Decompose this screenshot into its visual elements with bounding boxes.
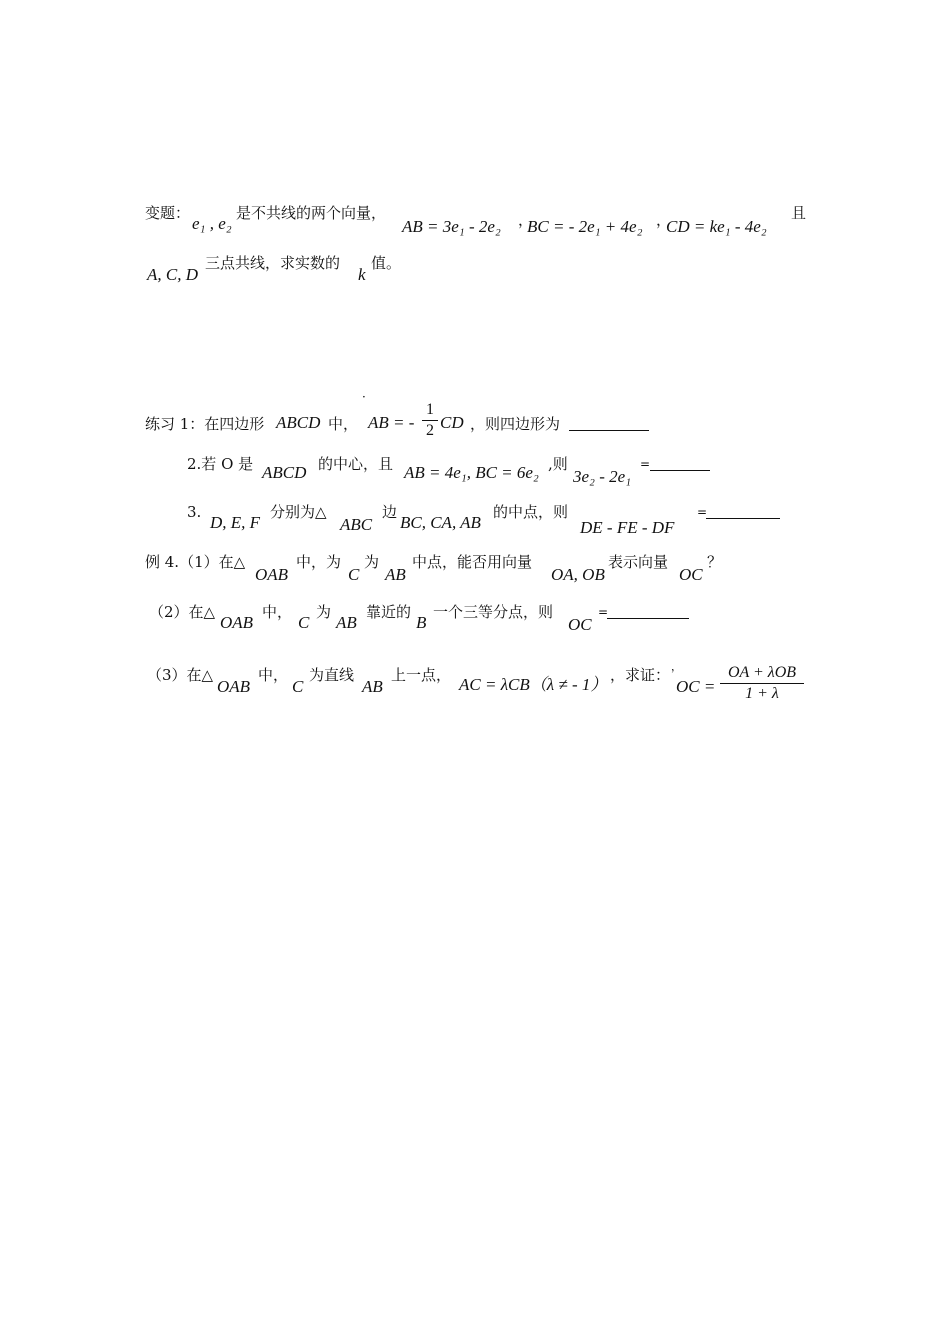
practice3-equals: =	[697, 505, 708, 519]
practice3-bian: 边	[382, 503, 398, 521]
practice3-points: D, E, F	[210, 513, 261, 532]
example4-part1-question: ？	[707, 553, 723, 571]
answer-blank[interactable]	[607, 618, 689, 619]
practice1-fraction	[422, 400, 438, 441]
example4-part3-fraction	[720, 663, 804, 704]
variant-points: A, C, D	[147, 265, 198, 284]
practice2-abcd: ABCD	[262, 463, 307, 482]
example4-part3-numerator: OA + λOB	[727, 664, 797, 681]
example4-part2-wei: 为	[316, 603, 332, 621]
practice1-frac-den: 2	[426, 422, 434, 439]
example4-part3-prove: ，求证：	[610, 666, 671, 684]
variant-ab-equation: AB = 3e₁ - 2e₂	[402, 217, 501, 236]
practice3-fenbie: 分别为△	[270, 503, 327, 521]
example4-part2-b: B	[416, 613, 427, 632]
example4-part1-zhong: 中，为	[296, 553, 342, 571]
answer-blank[interactable]	[650, 470, 710, 471]
practice1-ab-equation: AB = -	[368, 413, 415, 432]
answer-blank[interactable]	[569, 430, 649, 431]
example4-part2-equals: =	[598, 605, 609, 619]
variant-zhi: 值。	[371, 254, 402, 272]
practice1-zhong: 中，	[328, 415, 359, 433]
example4-part3-point: 上一点，	[391, 666, 452, 684]
variant-comma: ，	[656, 211, 672, 229]
practice2-equations: AB = 4e₁, BC = 6e₂	[404, 463, 539, 482]
variant-k: k	[358, 265, 366, 284]
practice1-cd: CD	[440, 413, 464, 432]
practice3-expression: DE - FE - DF	[580, 518, 675, 537]
example4-part3-comma: ，	[671, 660, 682, 673]
practice3-label: 3.	[187, 503, 202, 521]
example4-part3-ab: AB	[362, 677, 383, 696]
practice1-frac-num: 1	[426, 401, 434, 418]
example4-part2-zhong: 中，	[262, 603, 293, 621]
example4-part3-line: 为直线	[309, 666, 355, 684]
practice2-label: 2.若 O 是	[187, 455, 254, 473]
practice3-sides: BC, CA, AB	[400, 513, 481, 532]
variant-bc-equation: BC = - 2e₁ + 4e₂	[527, 217, 643, 236]
example4-part3-lhs: OC =	[676, 677, 716, 696]
example4-part1-vectors: OA, OB	[551, 565, 605, 584]
example4-part1-label: 例 4.（1）在△	[145, 553, 246, 571]
variant-description: 是不共线的两个向量，	[236, 204, 387, 222]
example4-part2-near: 靠近的	[366, 603, 412, 621]
example4-part2-oab: OAB	[220, 613, 254, 632]
example4-part2-c: C	[298, 613, 310, 632]
practice2-expression: 3e₂ - 2e₁	[573, 467, 632, 486]
example4-part3-zhong: 中，	[258, 666, 289, 684]
example4-part1-c: C	[348, 565, 360, 584]
variant-e-pair: e₁ , e₂	[192, 214, 232, 233]
practice2-equals: =	[640, 457, 651, 471]
example4-part2-ab: AB	[336, 613, 357, 632]
example4-part1-wei: 为	[364, 553, 380, 571]
variant-label: 变题：	[145, 204, 191, 222]
example4-part1-oc: OC	[679, 565, 703, 584]
example4-part3-denominator: 1 + λ	[745, 685, 779, 702]
example4-part3-oab: OAB	[217, 677, 251, 696]
variant-qie: 且	[791, 204, 807, 222]
practice3-abc: ABC	[340, 515, 373, 534]
example4-part2-oc: OC	[568, 615, 592, 634]
answer-blank[interactable]	[706, 518, 780, 519]
practice1-abcd: ABCD	[276, 413, 321, 432]
example4-part1-ab: AB	[385, 565, 406, 584]
example4-part3-c: C	[292, 677, 304, 696]
example4-part2-trisect: 一个三等分点，则	[433, 603, 554, 621]
example4-part2-label: （2）在△	[149, 603, 216, 621]
practice1-tail: ，则四边形为	[470, 415, 561, 433]
example4-part1-express: 表示向量	[608, 553, 669, 571]
variant-collinear-text: 三点共线，求实数的	[205, 254, 341, 272]
example4-part1-oab: OAB	[255, 565, 289, 584]
practice1-label: 练习 1：在四边形	[145, 415, 265, 433]
variant-comma: ，	[518, 211, 534, 229]
stray-dot: ·	[362, 390, 366, 404]
variant-cd-equation: CD = ke₁ - 4e₂	[666, 217, 767, 236]
example4-part3-label: （3）在△	[147, 666, 214, 684]
example4-part1-midpoint: 中点，能否用向量	[412, 553, 533, 571]
practice2-center: 的中心，且	[318, 455, 394, 473]
practice2-ze: ,则	[548, 455, 568, 473]
example4-part3-condition: AC = λCB（λ ≠ - 1）	[459, 675, 608, 694]
practice3-midpoints: 的中点，则	[493, 503, 569, 521]
